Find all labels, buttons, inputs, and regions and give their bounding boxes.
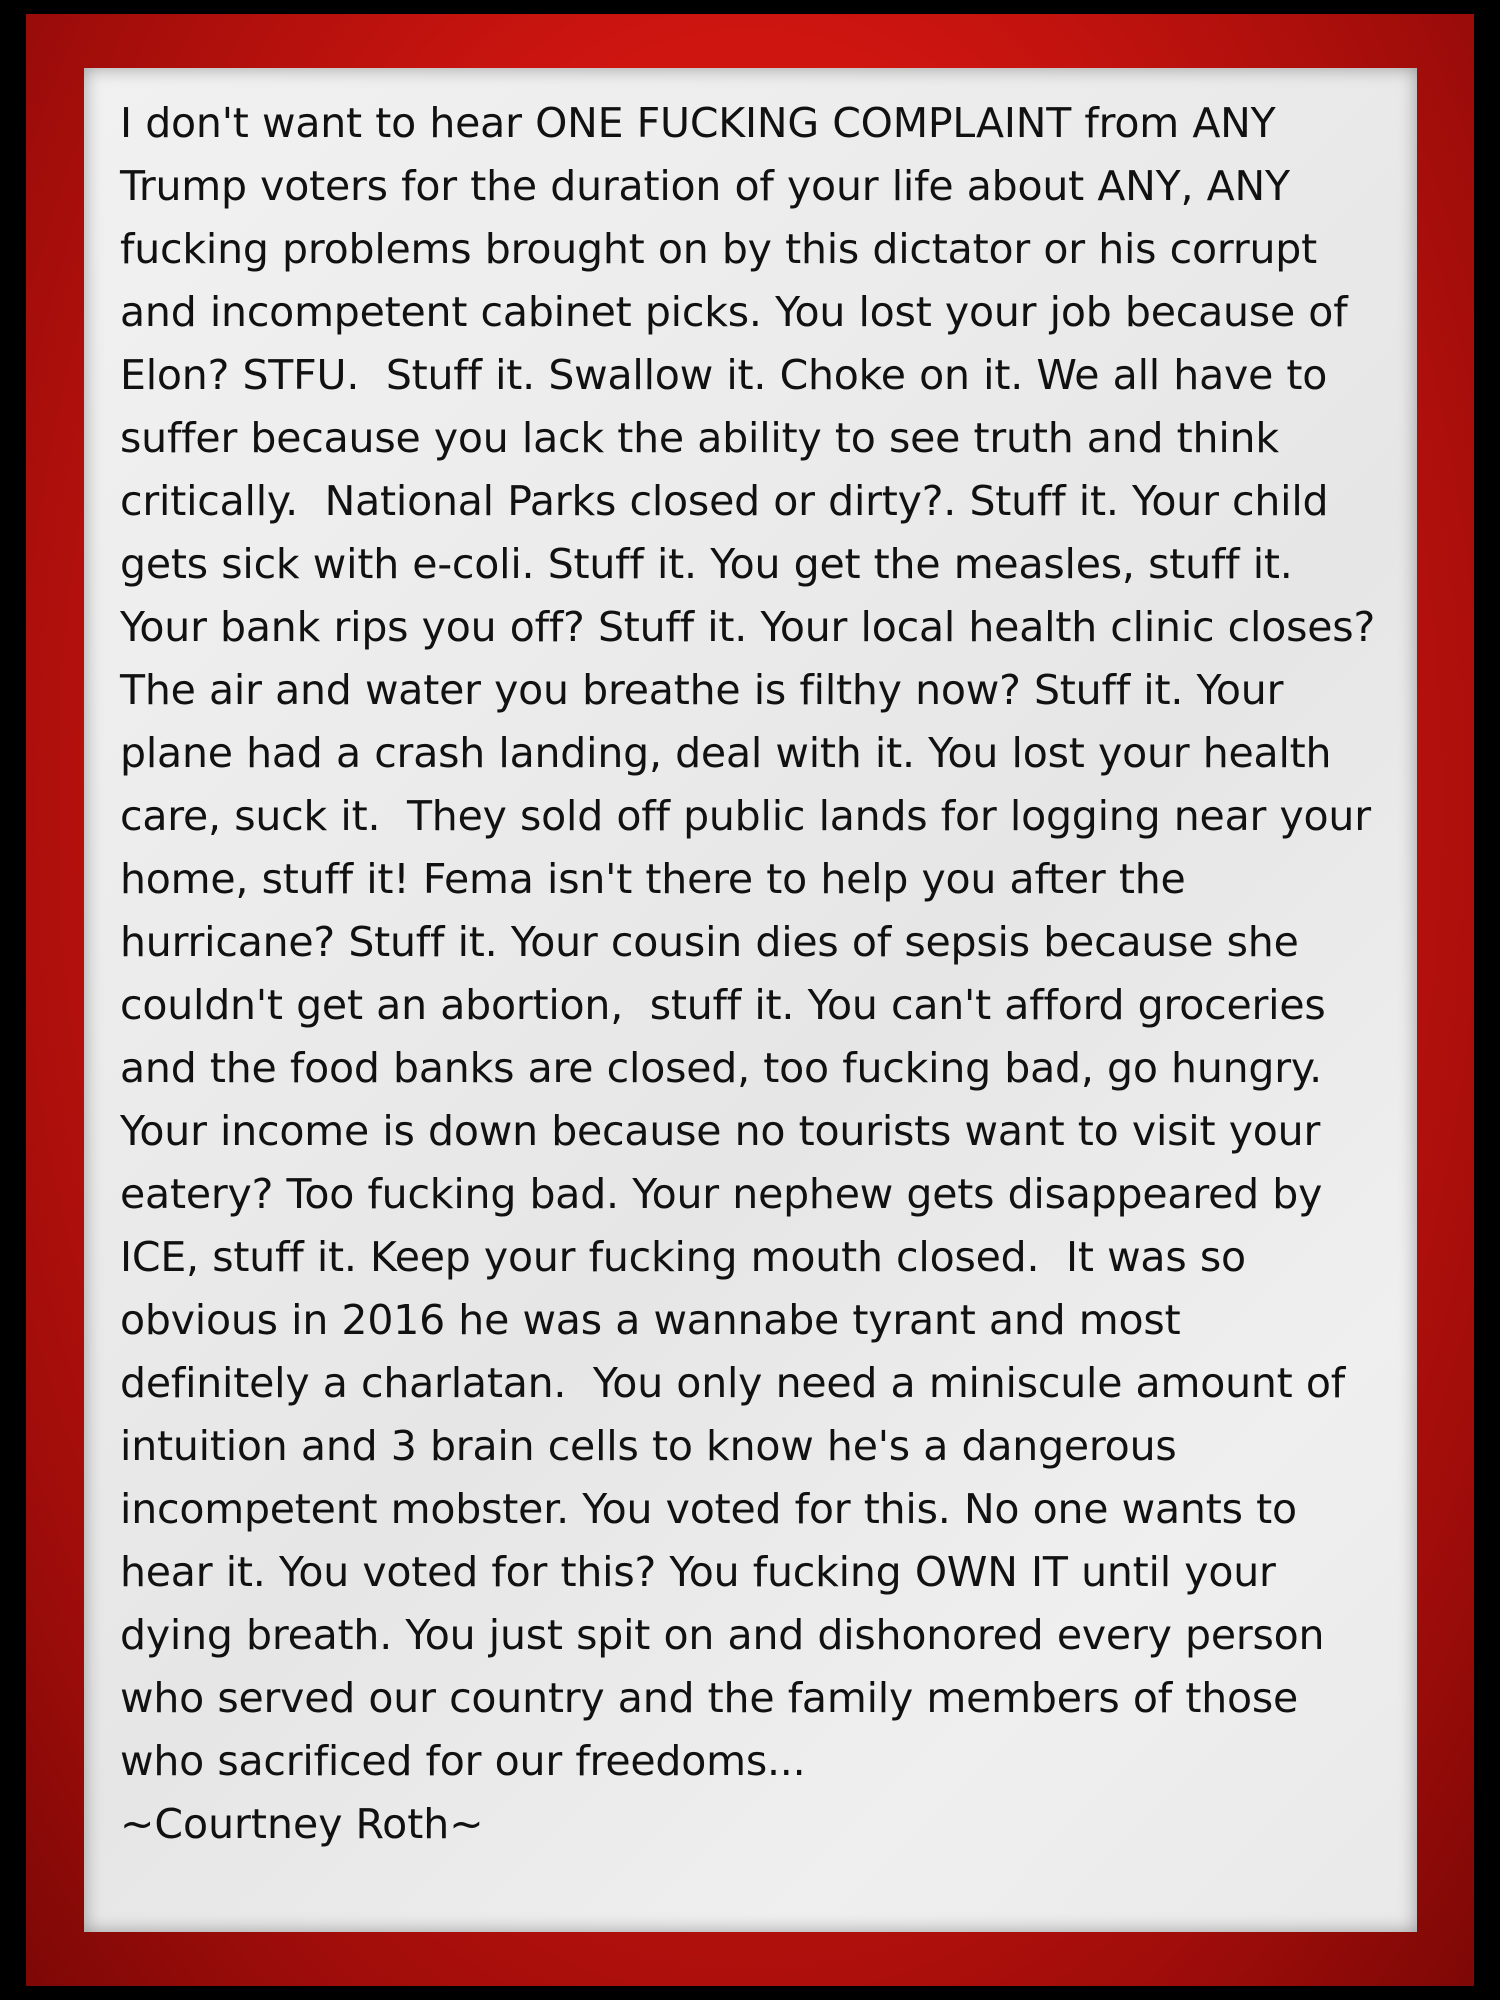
rant-body-text: I don't want to hear ONE FUCKING COMPLAINT from ANY Trump voters for the duration of your life about ANY, ANY fucking problems brought on by this dictator or his corrupt and incompetent cabinet picks. You lost your job because of Elon? STFU. Stuff it. Swallow it. Choke on it. We all have to suffer because you lack the ability to see truth and think critically. National Parks closed or dirty?. Stuff it. Your child gets sick with e-coli. Stuff it. You get the measles, stuff it. Your bank rips you off? Stuff it. Your local health clinic closes? The air and water you breathe is filthy now? Stuff it. Your plane had a crash landing, deal with it. You lost your health care, suck it. They sold off public lands for logging near your home, stuff it! Fema isn't there to help you after the hurricane? Stuff it. Your cousin dies of sepsis because she couldn't get an abortion, stuff it. You can't afford groceries and the food banks are closed, too fucking bad, go hungry. Your income is down because no tourists want to visit your eatery? Too fucking bad. Your nephew gets disappeared by ICE, stuff it. Keep your fucking mouth closed. It was so obvious in 2016 he was a wannabe tyrant and most definitely a charlatan. You only need a miniscule amount of intuition and 3 brain cells to know he's a dangerous incompetent mobster. You voted for this. No one wants to hear it. You voted for this? You fucking OWN IT until your dying breath. You just spit on and dishonored every person who served our country and the family members of those who sacrificed for our freedoms...: [120, 99, 1389, 1785]
attribution-text: ~Courtney Roth~: [120, 1800, 484, 1848]
text-card: [84, 68, 1417, 1932]
